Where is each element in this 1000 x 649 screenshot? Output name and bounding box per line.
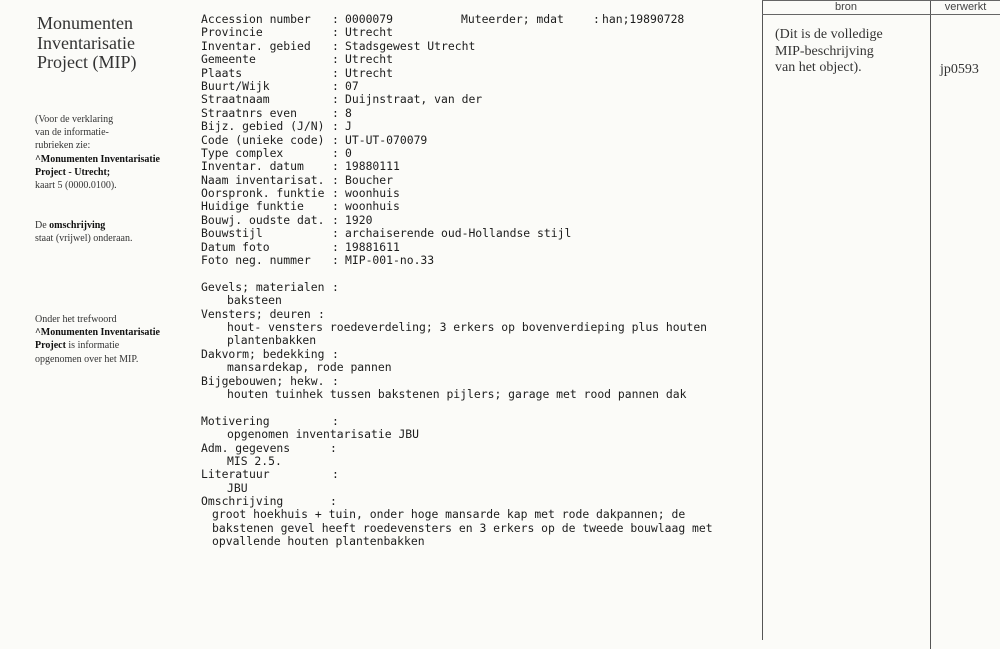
note-line	[35, 219, 132, 232]
field-row	[201, 214, 756, 227]
document-title	[37, 14, 136, 73]
field-colon: :	[332, 212, 339, 227]
legend-note	[35, 113, 160, 192]
section-label: Gevels; materialen	[201, 279, 325, 294]
section-text-row	[201, 508, 756, 521]
section-text-row	[201, 361, 756, 374]
field-value: 07	[345, 78, 359, 93]
bron-note	[775, 27, 883, 77]
section-text: mansardekap, rode pannen	[227, 360, 392, 375]
section-heading	[201, 348, 756, 361]
section-colon: :	[332, 413, 339, 428]
field-value: 19881611	[345, 239, 400, 254]
field-label: Oorspronk. funktie	[201, 186, 325, 201]
section-text-row	[201, 455, 756, 468]
verwerkt-code: jp0593	[940, 62, 979, 77]
note-line: opgenomen over het MIP.	[35, 353, 139, 365]
field-value: 0000079	[345, 12, 394, 26]
note-line: rubrieken zie:	[35, 140, 91, 152]
field-value: UT-UT-070079	[345, 132, 428, 147]
note-line	[35, 153, 160, 166]
section-text-row	[201, 334, 756, 347]
field-label: Plaats	[201, 65, 243, 80]
field-label: Huidige funktie	[201, 199, 304, 214]
field-row	[201, 227, 756, 240]
field-label: Bouwstijl	[201, 226, 263, 241]
section-text: baksteen	[227, 293, 282, 308]
field-colon: :	[332, 12, 339, 26]
section-text-row	[201, 522, 756, 535]
field-colon: :	[593, 12, 600, 26]
section-label: Bijgebouwen; hekw.	[201, 373, 325, 388]
field-row	[201, 67, 756, 80]
field-colon: :	[332, 186, 339, 201]
field-label: Bijz. gebied (J/N)	[201, 119, 325, 134]
field-colon: :	[332, 199, 339, 214]
section-text: opgenomen inventarisatie JBU	[227, 427, 420, 442]
inventory-card	[201, 13, 756, 549]
note-bold-text: Project	[35, 340, 66, 352]
section-text: JBU	[227, 480, 248, 495]
section-text: opvallende houten plantenbakken	[212, 534, 425, 549]
field-label: Bouwj. oudste dat.	[201, 212, 325, 227]
title-line: Monumenten	[37, 13, 133, 33]
section-text: houten tuinhek tussen bakstenen pijlers; garage met rood pannen dak	[227, 386, 687, 401]
keyword-note	[35, 313, 160, 366]
section-colon: :	[330, 494, 337, 509]
column-header-bron: bron	[834, 1, 858, 13]
field-value: archaiserende oud-Hollandse stijl	[345, 226, 572, 241]
note-line: staat (vrijwel) onderaan.	[35, 233, 133, 245]
column-divider	[762, 0, 763, 640]
field-colon: :	[332, 172, 339, 187]
section-heading	[201, 308, 756, 321]
field-row	[201, 80, 756, 93]
section-colon: :	[318, 306, 325, 321]
field-label: Type complex	[201, 145, 284, 160]
note-bold-text: Project - Utrecht;	[35, 166, 111, 178]
note-line	[35, 326, 160, 339]
field-value: Utrecht	[345, 52, 394, 67]
field-row	[201, 93, 756, 106]
section-label: Adm. gegevens	[201, 440, 291, 455]
field-row	[201, 147, 756, 160]
field-label: Accession number	[201, 12, 311, 26]
field-label: Straatnaam	[201, 92, 270, 107]
field-label: Code (unieke code)	[201, 132, 325, 147]
field-label: Naam inventarisat.	[201, 172, 325, 187]
field-colon: :	[332, 159, 339, 174]
field-colon: :	[332, 25, 339, 40]
section-text: plantenbakken	[227, 333, 317, 348]
section-heading	[201, 468, 756, 481]
section-label: Dakvorm; bedekking	[201, 346, 325, 361]
section-heading	[201, 495, 756, 508]
field-label: Straatnrs even	[201, 105, 298, 120]
section-text: hout- vensters roedeverdeling; 3 erkers op bovenverdieping plus houten	[227, 319, 708, 334]
description-note	[35, 219, 132, 245]
section-text-row	[201, 482, 756, 495]
field-row	[201, 26, 756, 39]
note-text: De	[35, 220, 50, 231]
field-colon: :	[332, 132, 339, 147]
field-label: Datum foto	[201, 239, 270, 254]
section-text: MIS 2.5.	[227, 453, 282, 468]
field-colon: :	[332, 226, 339, 241]
field-value: woonhuis	[345, 186, 400, 201]
section-label: Literatuur	[201, 467, 270, 482]
blank-row	[201, 267, 756, 280]
field-row	[201, 187, 756, 200]
field-row	[201, 53, 756, 66]
field-label: Buurt/Wijk	[201, 78, 270, 93]
field-colon: :	[332, 253, 339, 268]
column-divider	[930, 0, 931, 649]
section-colon: :	[332, 279, 339, 294]
field-label: Gemeente	[201, 52, 256, 67]
field-colon: :	[332, 52, 339, 67]
note-line: kaart 5 (0000.0100).	[35, 180, 117, 192]
field-row	[201, 107, 756, 120]
column-header-verwerkt: verwerkt	[944, 1, 987, 13]
section-label: Motivering	[201, 413, 270, 428]
field-row	[201, 160, 756, 173]
title-line: Inventarisatie	[37, 32, 135, 53]
field-colon: :	[332, 38, 339, 53]
muteerder-label: Muteerder; mdat	[461, 12, 564, 26]
section-text-row	[201, 321, 756, 334]
field-value: Duijnstraat, van der	[345, 92, 483, 107]
blank-row	[201, 401, 756, 414]
field-row	[201, 13, 756, 26]
section-label: Vensters; deuren	[201, 306, 311, 321]
section-colon: :	[332, 373, 339, 388]
field-label: Inventar. gebied	[201, 38, 311, 53]
note-line	[35, 339, 160, 352]
field-label: Foto neg. nummer	[201, 253, 311, 268]
note-line	[35, 166, 160, 179]
note-line: van de informatie-	[35, 127, 109, 139]
bron-note-line: MIP-beschrijving	[775, 43, 874, 59]
section-heading	[201, 375, 756, 388]
section-heading	[201, 415, 756, 428]
field-label: Inventar. datum	[201, 159, 304, 174]
header-bottom-rule	[762, 14, 1000, 15]
section-text-row	[201, 388, 756, 401]
field-value: 19880111	[345, 159, 400, 174]
bron-note-line: (Dit is de volledige	[775, 27, 883, 42]
section-label: Omschrijving	[201, 494, 284, 509]
field-value: Utrecht	[345, 65, 394, 80]
field-row	[201, 174, 756, 187]
field-value: 0	[345, 145, 352, 160]
field-value: J	[345, 119, 352, 134]
section-text: bakstenen gevel heeft roedevensters en 3 erkers op de tweede bouwlaag met	[212, 520, 713, 535]
muteerder-value: han;19890728	[602, 12, 685, 26]
field-row	[201, 254, 756, 267]
field-value: woonhuis	[345, 199, 400, 214]
field-row	[201, 120, 756, 133]
field-colon: :	[332, 145, 339, 160]
field-colon: :	[332, 78, 339, 93]
field-value: 8	[345, 105, 352, 120]
field-colon: :	[332, 239, 339, 254]
section-text-row	[201, 294, 756, 307]
field-value: Stadsgewest Utrecht	[345, 38, 476, 53]
section-heading	[201, 281, 756, 294]
field-row	[201, 200, 756, 213]
field-colon: :	[332, 92, 339, 107]
field-row	[201, 134, 756, 147]
section-heading	[201, 442, 756, 455]
field-value: MIP-001-no.33	[345, 253, 435, 268]
section-text-row	[201, 535, 756, 548]
field-value: 1920	[345, 212, 373, 227]
bron-note-line: van het object).	[775, 60, 862, 75]
section-colon: :	[332, 346, 339, 361]
note-line: Onder het trefwoord	[35, 314, 117, 325]
field-row	[201, 40, 756, 53]
field-value: Boucher	[345, 172, 394, 187]
field-label: Provincie	[201, 25, 263, 40]
field-colon: :	[332, 119, 339, 134]
note-bold-text: omschrijving	[49, 220, 106, 231]
field-colon: :	[332, 65, 339, 80]
section-text-row	[201, 428, 756, 441]
field-value: Utrecht	[345, 25, 394, 40]
note-bold-text: ^Monumenten Inventarisatie	[35, 153, 160, 165]
section-colon: :	[332, 467, 339, 482]
note-text: is informatie	[65, 340, 120, 352]
field-row	[201, 241, 756, 254]
note-line: (Voor de verklaring	[35, 114, 114, 125]
section-text: groot hoekhuis + tuin, onder hoge mansarde kap met rode dakpannen; de	[212, 507, 686, 522]
note-bold-text: ^Monumenten Inventarisatie	[35, 327, 160, 339]
field-colon: :	[332, 105, 339, 120]
title-line: Project (MIP)	[37, 52, 137, 72]
section-colon: :	[330, 440, 337, 455]
